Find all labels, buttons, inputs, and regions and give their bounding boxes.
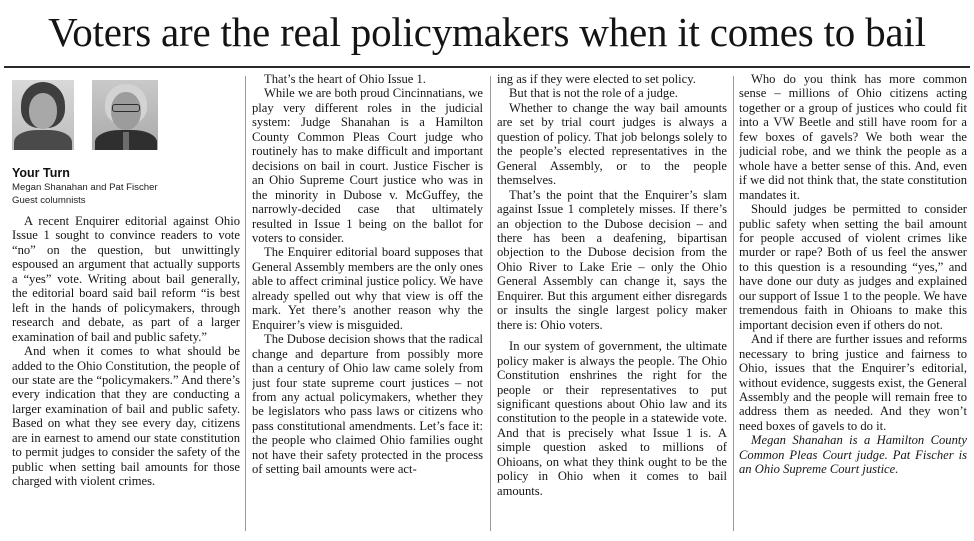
- article-paragraph: A recent Enquirer editorial against Ohio Issue 1 sought to convince readers to vote “no” on the question, but unwittingly espoused an argument that actually supports a “yes” vote. Writing about bail generally, the editorial board said bail reform “is best left in the hands of policymakers, through research and debate, as part of a larger examination of bail and public safety.”: [12, 214, 240, 344]
- article-paragraph: While we are both proud Cincinnatians, we play very different roles in the judicial system: Judge Shanahan is a Hamilton County Common Pleas Court judge who routinely has to make difficult and important decisions on bail in court. Justice Fischer is an Ohio Supreme Court justice who was in the minority in Dubose v. McGuffey, the narrowly-decided case that ultimately resulted in Issue 1 being on the ballot for voters to consider.: [252, 86, 483, 245]
- column-divider: [490, 76, 491, 531]
- byline: [12, 166, 240, 207]
- article-column-1: [12, 72, 240, 537]
- article-column-4: [739, 72, 967, 537]
- article-paragraph: The Dubose decision shows that the radical change and departure from possibly more than a century of Ohio law came solely from just four state supreme court justices – not from any actual policymakers, whether they be legislators who pass laws or citizens who pass constitutional amendments. Let’s face it: the people who claimed Ohio families ought not have their safety protected in the process of setting bail amounts were act-: [252, 332, 483, 477]
- article-paragraph: And when it comes to what should be added to the Ohio Constitution, the people of our state are the “policymakers.” And there’s every indication that they are conducting a larger examination of bail and public safety. Based on what they see every day, citizens are in earnest to amend our state constitution to permit judges to consider the safety of the public when setting bail amounts for those charged with violent crimes.: [12, 344, 240, 489]
- article-paragraph: That’s the heart of Ohio Issue 1.: [264, 72, 426, 86]
- author-photo-fischer: [92, 80, 158, 150]
- article-paragraph: ing as if they were elected to set policy.: [497, 72, 696, 86]
- article-column-2: [252, 72, 483, 537]
- article-paragraph: And if there are further issues and reforms necessary to bring justice and fairness to Ohio, issues that the Enquirer’s editorial, without evidence, suggests exist, the General Assembly and the people will remain free to address them as needed. And they won’t need boxes of gavels to do it.: [739, 332, 967, 433]
- author-photos: [12, 80, 240, 160]
- article-paragraph: That’s the point that the Enquirer’s slam against Issue 1 completely misses. If there’s an objection to the Dubose decision – and there has been a deafening, bipartisan objection to the Dubose decision from the Ohio River to Lake Erie – only the Ohio General Assembly can change it, says the Enquirer. But this argument either disregards or insults the single largest policy maker there is: Ohio voters.: [497, 187, 727, 332]
- article-paragraph: In our system of government, the ultimate policy maker is always the people. The Ohio Constitution enshrines the right for the people or their representatives to put significant questions about Ohio law and its constitution to the people in a statewide vote. And that is precisely what Issue 1 is. A simple question asked to millions of Ohioans, on what they think ought to be the policy in Ohio when it comes to bail amounts.: [497, 339, 727, 498]
- author-names: Megan Shanahan and Pat Fischer: [12, 182, 158, 193]
- column-name: Your Turn: [12, 166, 70, 180]
- article-paragraph: Who do you think has more common sense – millions of Ohio citizens acting together or a group of justices who could fit into a VW Beetle and still have room for a few boxes of gavels? We both wear the judicial robe, and we think the people as a whole have a better sense of this. And, even if we did not think that, the state constitution mandates it.: [739, 72, 967, 202]
- column-divider: [733, 76, 734, 531]
- headline: Voters are the real policymakers when it comes to bail: [48, 9, 926, 55]
- column-divider: [245, 76, 246, 531]
- article-paragraph: The Enquirer editorial board supposes that General Assembly members are the only ones able to affect criminal justice policy. We have already spelled out why that view is off the mark. Yet there’s another reason why the Enquirer’s view is misguided.: [252, 245, 483, 332]
- author-role: Guest columnists: [12, 195, 86, 206]
- article-paragraph: Whether to change the way bail amounts are set by trial court judges is always a question of policy. That job belongs solely to the people’s elected representatives in the General Assembly, or to the people themselves.: [497, 100, 727, 188]
- author-tagline: Megan Shanahan is a Hamilton County Common Pleas Court judge. Pat Fischer is an Ohio Supreme Court justice.: [739, 433, 967, 477]
- author-photo-shanahan: [12, 80, 74, 150]
- headline-rule: [4, 66, 970, 68]
- article-column-3: [497, 72, 727, 537]
- article-paragraph: Should judges be permitted to consider public safety when setting the bail amount for people accused of violent crimes like murder or rape? Both of us feel the answer to this question is a resounding “yes,” and have done our duty as judges and explained our support of Issue 1 to the people. We have tremendous faith in Ohioans to make this important decision even if others do not.: [739, 202, 967, 332]
- article-paragraph: But that is not the role of a judge.: [509, 86, 678, 101]
